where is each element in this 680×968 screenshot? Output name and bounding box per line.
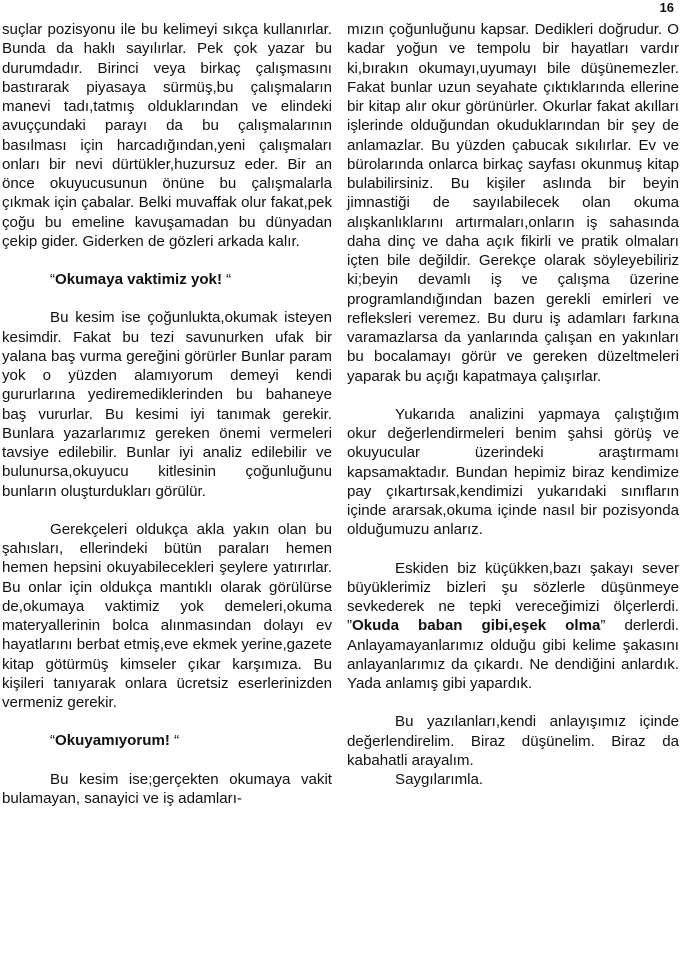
heading-text: Okuyamıyorum! <box>55 732 170 750</box>
paragraph-text: ” derlerdi. Anlayamayanlarımız olduğu gibi kelime şakasını anlayanlarımız da çıkardı. Ne dendiğini anlardık. Yada anlamış gibi yapardık. <box>347 617 679 692</box>
right-column <box>347 20 679 789</box>
paragraph: Bu yazılanları,kendi anlayışımız içinde değerlendirelim. Biraz düşünelim. Biraz da kabahatli arayalım. <box>347 713 679 769</box>
heading-close-quote: “ <box>169 732 180 750</box>
heading-open-quote: “ <box>50 271 56 288</box>
paragraph-text: Eskiden biz küçükken,bazı şakayı sever büyüklerimiz bizleri şu sözlerle düşünmeye sevkederek ne tepki vereceğimizi ölçerlerdi. ” <box>347 559 679 635</box>
paragraph: Yukarıda analizini yapmaya çalıştığım okur değerlendirmeleri benim şahsi görüş ve okuyucular üzerindeki araştırmamı kapsamaktadır. Bundan hepimiz biraz kendimize pay çıkartırsak,kendimizi yukarıdaki sınıfların içinde ararsak,okuma içinde nasıl bir pozisyonda olduğumuzu anlarız. <box>347 405 679 539</box>
section-heading <box>2 731 332 750</box>
page-number: 16 <box>659 0 674 15</box>
heading-open-quote: “ <box>50 732 56 750</box>
section-heading <box>2 270 332 289</box>
paragraph: Bu kesim ise;gerçekten okumaya vakit bulamayan, sanayici ve iş adamları- <box>2 770 332 807</box>
paragraph: suçlar pozisyonu ile bu kelimeyi sıkça kullanırlar. Bunda da haklı sayılırlar. Pek çok yazar bu durumdadır. Birinci veya birkaç çalışmasını bastırarak piyasaya sürmüş,bu çalışmaların manevi tadı,tatmış olduklarından ve elindeki avuççundaki parayı da bu çalışmalarının basılması için harcadığından,yeni çalışmaları onları bir nevi dürtükler,huzursuz eder. Bir an önce okuyucusunun önüne bu çalışmalarla çıkmak için çabalar. Belki muvaffak olur fakat,pek çoğu bu emeline kavuşamadan bu dünyadan çekip gider. Giderken de gözleri arkada kalır. <box>2 21 332 250</box>
heading-text: Okumaya vaktimiz yok! <box>55 271 222 288</box>
paragraph: Bu kesim ise çoğunlukta,okumak isteyen kesimdir. Fakat bu tezi savunurken ufak bir yalana baş vurma gereğini görürler Bunlar param yok o yüzden alamıyorum demeyi kendi gururlarına yediremediklerinden bu bahaneye baş vururlar. Bu kesimi iyi tanımak gerekir. Bunlara yazarlarımız gereken önemi vermeleri tavsiye edilebilir. Bunlar iyi analiz edilebilir ve bulunursa,okuyucu kitlesinin çoğunluğunu bunların oluşturdukları görülür. <box>2 309 332 500</box>
paragraph: mızın çoğunluğunu kapsar. Dedikleri doğrudur. O kadar yoğun ve tempolu bir hayatları vardır ki,bırakın okumayı,uyumayı bile düşünemezler. Fakat bunlar uzun seyahate çıktıklarında ellerine bir kitap alır okur görünürler. Okurlar fakat akılları işlerinde olduğundan okuduklarından bir şey de anlamazlar. Bu yüzden çabucak sıkılırlar. Ev ve bürolarında onlarca birkaç sayfası okunmuş kitap bulabilirsiniz. Bu kişiler aslında bir beyin jimnastiği de sayılabilecek olan okuma alışkanlıklarını artırmaları,onların iş sahasında daha dinç ve daha açık fikirli ve pratik olmaları içten bile değildir. Gerekçe olarak söyleyebiliriz ki;beyin devamlı iş ve çalışma üzerine programlandığından bazen gerekli emirleri ve refleksleri veremez. Bu duru iş adamları farkına varamazlarsa da yanlarında çalışan en yakınları bu bocalamayı görür ve gereken düzeltmeleri yaparak bu açığı kapatmaya çalışırlar. <box>347 21 679 385</box>
heading-close-quote: “ <box>221 271 232 288</box>
signature-line: Saygılarımla. <box>395 771 484 788</box>
left-column <box>2 20 332 808</box>
paragraph: Gerekçeleri oldukça akla yakın olan bu şahısları, ellerindeki bütün paraları hemen hemen hepsini okuyabilecekleri şeylere yatırırlar. Bu onlar için oldukça mantıklı olarak görülürse de,okumaya vaktimiz yok demeleri,okuma materyallerinin bolca alınmasından dolayı ev hayatlarını berbat etmiş,eve ekmek yerine,gazete kitap götürmüş kimseler çıkar karşımıza. Bu kişileri tanıyarak onlara ücretsiz eserlerinizden vermeniz gerekir. <box>2 520 332 711</box>
paragraph <box>347 559 679 694</box>
quoted-saying: Okuda baban gibi,eşek olma <box>352 617 601 635</box>
